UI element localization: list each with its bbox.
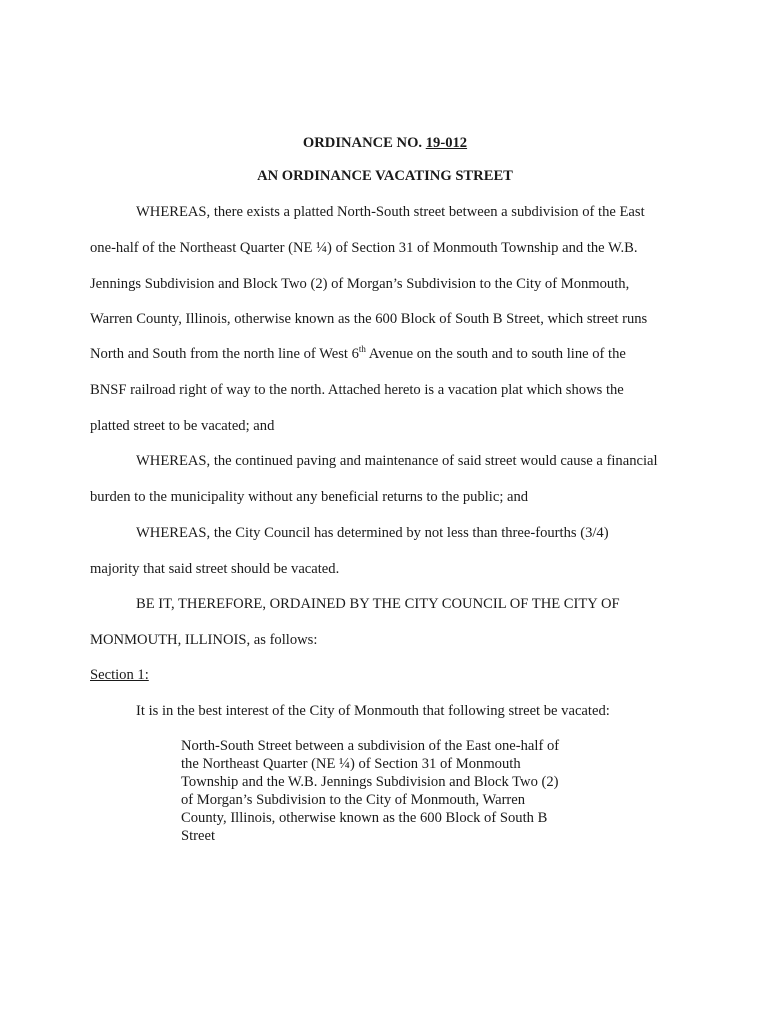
- whereas-3-line-1: WHEREAS, the City Council has determined by not less than three-fourths (3/4): [136, 525, 609, 541]
- whereas-1-line-1: WHEREAS, there exists a platted North-South street between a subdivision of the East: [136, 204, 645, 220]
- description-line: Township and the W.B. Jennings Subdivision and Block Two (2): [181, 774, 559, 790]
- whereas-2-line-1: WHEREAS, the continued paving and maintenance of said street would cause a financial: [136, 453, 658, 469]
- section-1-intro: It is in the best interest of the City of Monmouth that following street be vacated:: [136, 703, 610, 719]
- whereas-1-line-2: one-half of the Northeast Quarter (NE ¼) of Section 31 of Monmouth Township and the W.B.: [90, 240, 638, 256]
- ordinal-suffix: th: [358, 344, 366, 354]
- whereas-2-line-2: burden to the municipality without any beneficial returns to the public; and: [90, 489, 529, 505]
- whereas-1-line-6: BNSF railroad right of way to the north. Attached hereto is a vacation plat which shows the: [90, 382, 624, 398]
- ordinance-number-line: [0, 134, 770, 152]
- whereas-1-line-4: Warren County, Illinois, otherwise known as the 600 Block of South B Street, which street runs: [90, 311, 648, 327]
- whereas-1-line-5: [90, 345, 626, 363]
- ordinance-title: AN ORDINANCE VACATING STREET: [257, 168, 513, 184]
- description-line: the Northeast Quarter (NE ¼) of Section 31 of Monmouth: [181, 756, 521, 772]
- whereas-1-line-3: Jennings Subdivision and Block Two (2) of Morgan’s Subdivision to the City of Monmouth,: [90, 276, 630, 292]
- ordained-line-1: BE IT, THEREFORE, ORDAINED BY THE CITY COUNCIL OF THE CITY OF: [136, 596, 620, 612]
- ordinance-label: ORDINANCE NO.: [302, 135, 423, 151]
- description-line: County, Illinois, otherwise known as the 600 Block of South B: [181, 810, 548, 826]
- street-legal-description: [181, 737, 591, 845]
- ordinance-number: 19-012: [425, 135, 468, 151]
- whereas-1-line-7: platted street to be vacated; and: [90, 418, 275, 434]
- whereas-1-line-5-end: Avenue on the south and to south line of the: [365, 346, 626, 362]
- description-line: North-South Street between a subdivision of the East one-half of: [181, 738, 560, 754]
- whereas-3-line-2: majority that said street should be vacated.: [90, 561, 340, 577]
- ordained-line-2: MONMOUTH, ILLINOIS, as follows:: [90, 632, 318, 648]
- description-line: of Morgan’s Subdivision to the City of Monmouth, Warren: [181, 792, 526, 808]
- description-line: Street: [181, 828, 216, 844]
- whereas-1-line-5-start: North and South from the north line of West 6: [90, 346, 359, 362]
- section-1-heading: Section 1:: [90, 667, 149, 683]
